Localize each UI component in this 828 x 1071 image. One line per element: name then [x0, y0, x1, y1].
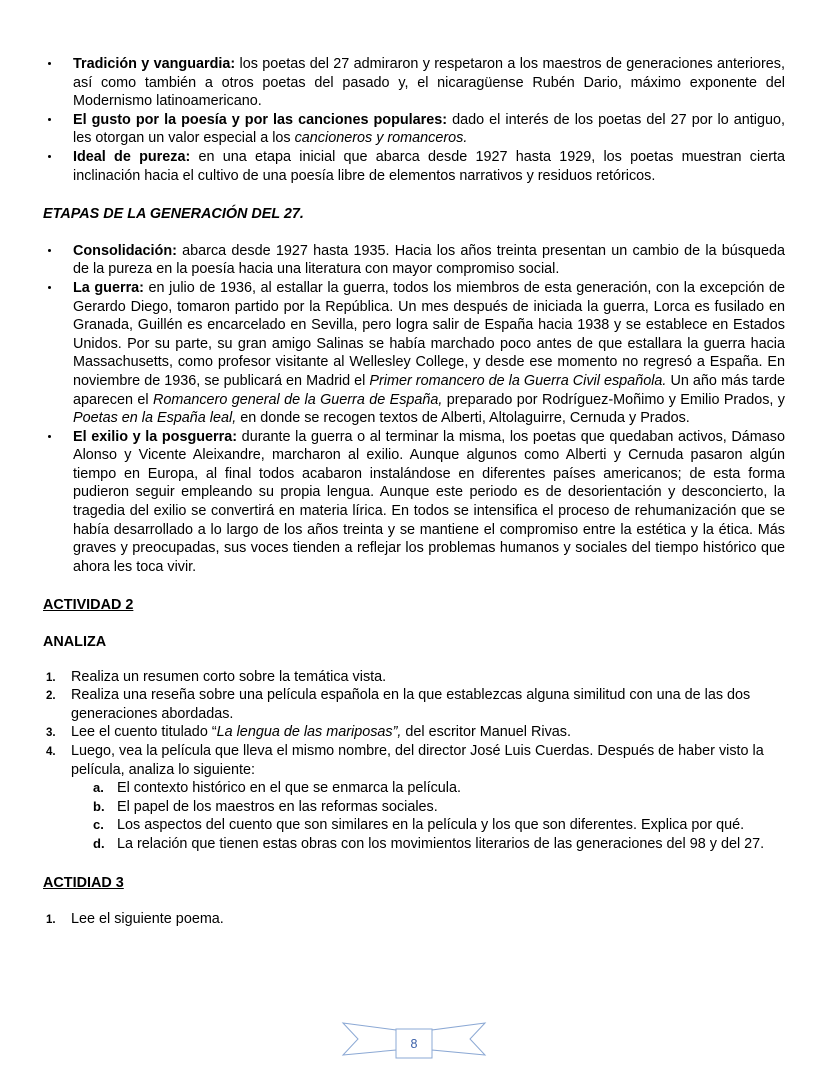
actividad-2-heading: ACTIVIDAD 2	[43, 597, 134, 614]
sublist-item	[93, 835, 785, 854]
bullet-text-part-3: preparado por Rodríguez-Moñimo y Emilio Prados, y	[442, 391, 785, 408]
list-marker: 1.	[46, 671, 56, 684]
list-item-text: Realiza un resumen corto sobre la temática vista.	[71, 668, 387, 685]
bullet-text: dado el interés de los poetas del 27 por lo antiguo, les otorgan un valor especial a los	[73, 111, 785, 147]
sublist-item-text: El contexto histórico en el que se enmarca la película.	[117, 780, 461, 797]
list-marker: 2.	[46, 690, 56, 703]
analiza-subheading: ANALIZA	[43, 634, 107, 651]
list-item	[43, 910, 785, 929]
ribbon-right-wing	[432, 1023, 485, 1055]
sublist-marker: c.	[93, 817, 104, 833]
bullet-text: en una etapa inicial que abarca desde 1927 hasta 1929, los poetas muestran cierta inclinación hacia el cultivo de una poesía libre de elementos narrativos y residuos retóricos.	[73, 148, 785, 184]
list-item-text: Lee el siguiente poema.	[71, 911, 224, 928]
list-marker: 3.	[46, 727, 56, 740]
bullet-item-consolidacion	[43, 242, 785, 279]
bullet-dot-icon	[48, 118, 51, 121]
page-number: 8	[410, 1037, 418, 1051]
actividad-2-sublist	[93, 779, 785, 853]
bullet-dot-icon	[48, 249, 51, 252]
bullet-text: abarca desde 1927 hasta 1935. Hacia los años treinta presentan un cambio de la búsqueda de la pureza en la poesía hacia una literatura con mayor compromiso social.	[73, 242, 785, 278]
sublist-marker: b.	[93, 798, 105, 814]
bullet-dot-icon	[48, 155, 51, 158]
list-item-text-post: del escritor Manuel Rivas.	[401, 724, 571, 741]
sublist-item-text: El papel de los maestros en las reformas sociales.	[117, 798, 438, 815]
list-marker: 4.	[46, 746, 56, 758]
bullet-term: Consolidación:	[73, 242, 177, 259]
sublist-item	[93, 779, 785, 798]
list-item-text: Realiza una reseña sobre una película española en la que establezcas alguna similitud con una de las dos generaciones abordadas.	[71, 687, 751, 722]
sublist-item-text: Los aspectos del cuento que son similares en la película y los que son diferentes. Explica por qué.	[117, 817, 745, 834]
bullet-term: Ideal de pureza:	[73, 148, 191, 165]
sublist-item	[93, 798, 785, 817]
book-title-primer-romancero: Primer romancero de la Guerra Civil española.	[369, 372, 667, 389]
etapas-heading: ETAPAS DE LA GENERACIÓN DEL 27.	[43, 206, 304, 223]
bullet-text-part-4: en donde se recogen textos de Alberti, Altolaguirre, Cernuda y Prados.	[236, 410, 690, 427]
ribbon-banner-icon	[339, 1014, 489, 1062]
bullet-italic-tail: cancioneros y romanceros.	[294, 130, 468, 147]
list-item	[43, 742, 785, 854]
actividad-3-section	[43, 874, 785, 893]
page-number-ribbon	[0, 1014, 828, 1062]
list-item	[43, 686, 785, 723]
bullet-term: El gusto por la poesía y por las canciones populares:	[73, 111, 448, 128]
bullet-item-tradicion-vanguardia	[43, 55, 785, 111]
book-title-romancero-general: Romancero general de la Guerra de España,	[152, 391, 443, 408]
bullet-item-ideal-pureza	[43, 148, 785, 185]
etapas-bullet-list	[43, 242, 785, 577]
bullet-term: El exilio y la posguerra:	[73, 428, 238, 445]
list-item-text: Luego, vea la película que lleva el mismo nombre, del director José Luis Cuerdas. Después de haber visto la película, analiza lo siguiente:	[71, 743, 764, 778]
actividad-3-list	[43, 910, 785, 929]
list-item	[43, 668, 785, 687]
actividad-2-list	[43, 668, 785, 854]
bullet-item-gusto-poesia	[43, 111, 785, 148]
list-item	[43, 723, 785, 742]
bullet-item-exilio-posguerra	[43, 428, 785, 577]
sublist-item	[93, 816, 785, 835]
story-title-lengua-mariposas: La lengua de las mariposas”,	[216, 724, 402, 741]
bullet-text: los poetas del 27 admiraron y respetaron a los maestros de generaciones anteriores, así como también a otros poetas del pasado y, el nicaragüense Rubén Dario, máximo exponente del Modernismo latinoamericano.	[73, 56, 785, 110]
book-title-poetas-espana-leal: Poetas en la España leal,	[73, 410, 237, 427]
bullet-dot-icon	[48, 286, 51, 289]
bullet-dot-icon	[48, 435, 51, 438]
intro-bullet-list	[43, 55, 785, 185]
sublist-marker: a.	[93, 780, 104, 796]
bullet-text-part-1: en julio de 1936, al estallar la guerra, todos los miembros de esta generación, con la excepción de Gerardo Diego, tomaron partido por la República. Un mes después de iniciada la guerra, Lorca es fusilado en Granada, Guillén es encarcelado en Sevilla, pero logra salir de España hacia 1938 y se establece en Estados Unidos. Por su parte, su gran amigo Salinas se había marchado poco antes de que estallara la guerra hacia Massachusetts, como profesor visitante al Wellesley College, y desde ese momento no regresó a España. En noviembre de 1936, se publicará en Madrid el	[73, 279, 785, 389]
actividad-3-heading: ACTIDIAD 3	[43, 874, 124, 891]
list-item-text-pre: Lee el cuento titulado “	[71, 724, 217, 741]
ribbon-left-wing	[343, 1023, 396, 1055]
sublist-item-text: La relación que tienen estas obras con los movimientos literarios de las generaciones del 98 y del 27.	[117, 835, 765, 852]
bullet-term: La guerra:	[73, 279, 144, 296]
bullet-text-part-2: Un año más tarde aparecen el	[73, 372, 785, 408]
bullet-term: Tradición y vanguardia:	[73, 56, 236, 72]
bullet-item-la-guerra	[43, 279, 785, 428]
list-marker: 1.	[46, 914, 56, 927]
actividad-2-section	[43, 596, 785, 615]
bullet-text: durante la guerra o al terminar la misma, los poetas que quedaban activos, Dámaso Alonso y Vicente Aleixandre, marcharon al exilio. Aunque algunos como Alberti y Cernuda pasaron algún tiempo en Europa, al final todos acabaron instalándose en diferentes países americanos; de esta forma pudieron seguir empleando su propia lengua. Aunque este periodo es de desorientación y desconcierto, la tragedia del exilio se convertirá en materia lírica. En todos se intensifica el proceso de rehumanización que se había desarrollado a lo largo de los años treinta y se mantiene el compromiso entre la estética y la ética. Más graves y preocupadas, sus voces tienden a reflejar los problemas humanos y sociales del tiempo histórico que ahora les toca vivir.	[73, 428, 785, 575]
sublist-marker: d.	[93, 835, 105, 851]
bullet-dot-icon	[48, 62, 51, 65]
